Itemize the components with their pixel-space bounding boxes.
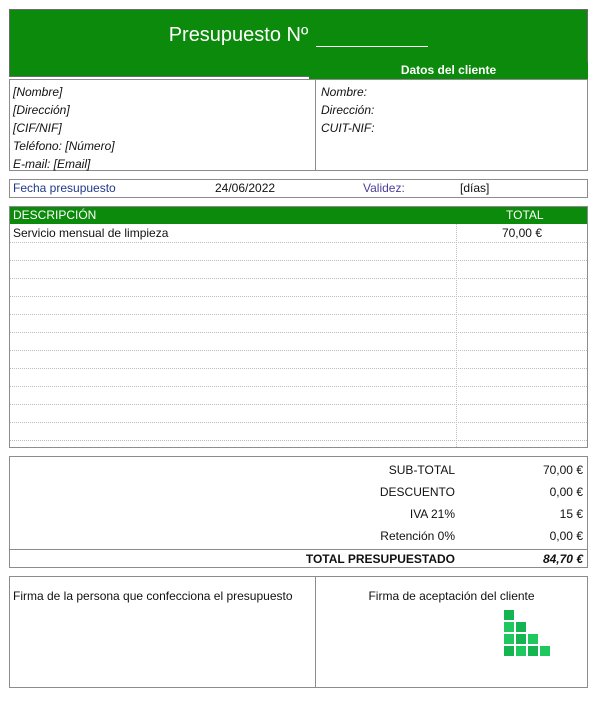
table-row[interactable]: [10, 242, 587, 261]
retention-value: 0,00 €: [549, 529, 583, 543]
total-value: 84,70 €: [542, 552, 583, 566]
table-row[interactable]: [10, 386, 587, 405]
discount-label: DESCUENTO: [379, 485, 455, 499]
col-description: DESCRIPCIÓN: [13, 208, 97, 222]
vat-value: 15 €: [559, 507, 583, 521]
total-label: TOTAL PRESUPUESTADO: [305, 552, 455, 566]
retention-label: Retención 0%: [380, 529, 455, 543]
validity-label: Validez:: [363, 181, 405, 195]
client-tax-label: CUIT-NIF:: [321, 121, 375, 135]
discount-row: [10, 482, 587, 502]
total-row: [10, 549, 587, 569]
date-row: [9, 179, 588, 198]
table-row[interactable]: [10, 278, 587, 297]
signatures-box: [9, 576, 588, 688]
table-row[interactable]: [10, 314, 587, 333]
vat-row: [10, 504, 587, 524]
subtotal-row: [10, 460, 587, 480]
retention-row: [10, 526, 587, 546]
sender-name[interactable]: [Nombre]: [13, 85, 63, 99]
info-divider: [315, 80, 316, 170]
table-row[interactable]: [10, 404, 587, 423]
vat-label: IVA 21%: [409, 507, 455, 521]
budget-title: [10, 24, 587, 47]
client-address-label: Dirección:: [321, 103, 375, 117]
date-label: Fecha presupuesto: [13, 181, 116, 195]
sender-tax-id[interactable]: [CIF/NIF]: [13, 121, 62, 135]
table-row[interactable]: [10, 422, 587, 441]
table-row[interactable]: [10, 296, 587, 315]
item-total[interactable]: 70,00 €: [501, 226, 542, 240]
client-info: [321, 83, 375, 137]
validity-value[interactable]: [días]: [460, 181, 490, 195]
issuer-signature-label: Firma de la persona que confecciona el presupuesto: [13, 589, 293, 603]
client-data-header: Datos del cliente: [309, 62, 588, 79]
table-row[interactable]: [10, 350, 587, 369]
item-description[interactable]: Servicio mensual de limpieza: [13, 226, 169, 240]
date-value[interactable]: 24/06/2022: [215, 181, 276, 195]
table-row[interactable]: [10, 260, 587, 279]
sender-phone[interactable]: Teléfono: [Número]: [13, 139, 115, 153]
items-header: [10, 207, 587, 224]
table-row[interactable]: [10, 224, 587, 243]
client-signature-label: Firma de aceptación del cliente: [368, 589, 535, 603]
table-row[interactable]: [10, 368, 587, 387]
items-table: [9, 206, 588, 448]
sender-info: [13, 83, 115, 173]
subtotal-label: SUB-TOTAL: [388, 463, 455, 477]
discount-value[interactable]: 0,00 €: [549, 485, 583, 499]
sender-address[interactable]: [Dirección]: [13, 103, 70, 117]
info-box: [9, 79, 588, 171]
budget-number-line[interactable]: [316, 26, 428, 47]
client-name-label: Nombre:: [321, 85, 368, 99]
sender-email[interactable]: E-mail: [Email]: [13, 157, 91, 171]
totals-box: [9, 456, 588, 568]
col-total: TOTAL: [506, 208, 544, 222]
subtotal-value: 70,00 €: [542, 463, 583, 477]
table-row[interactable]: [10, 332, 587, 351]
budget-title-text: Presupuesto Nº: [168, 24, 309, 46]
